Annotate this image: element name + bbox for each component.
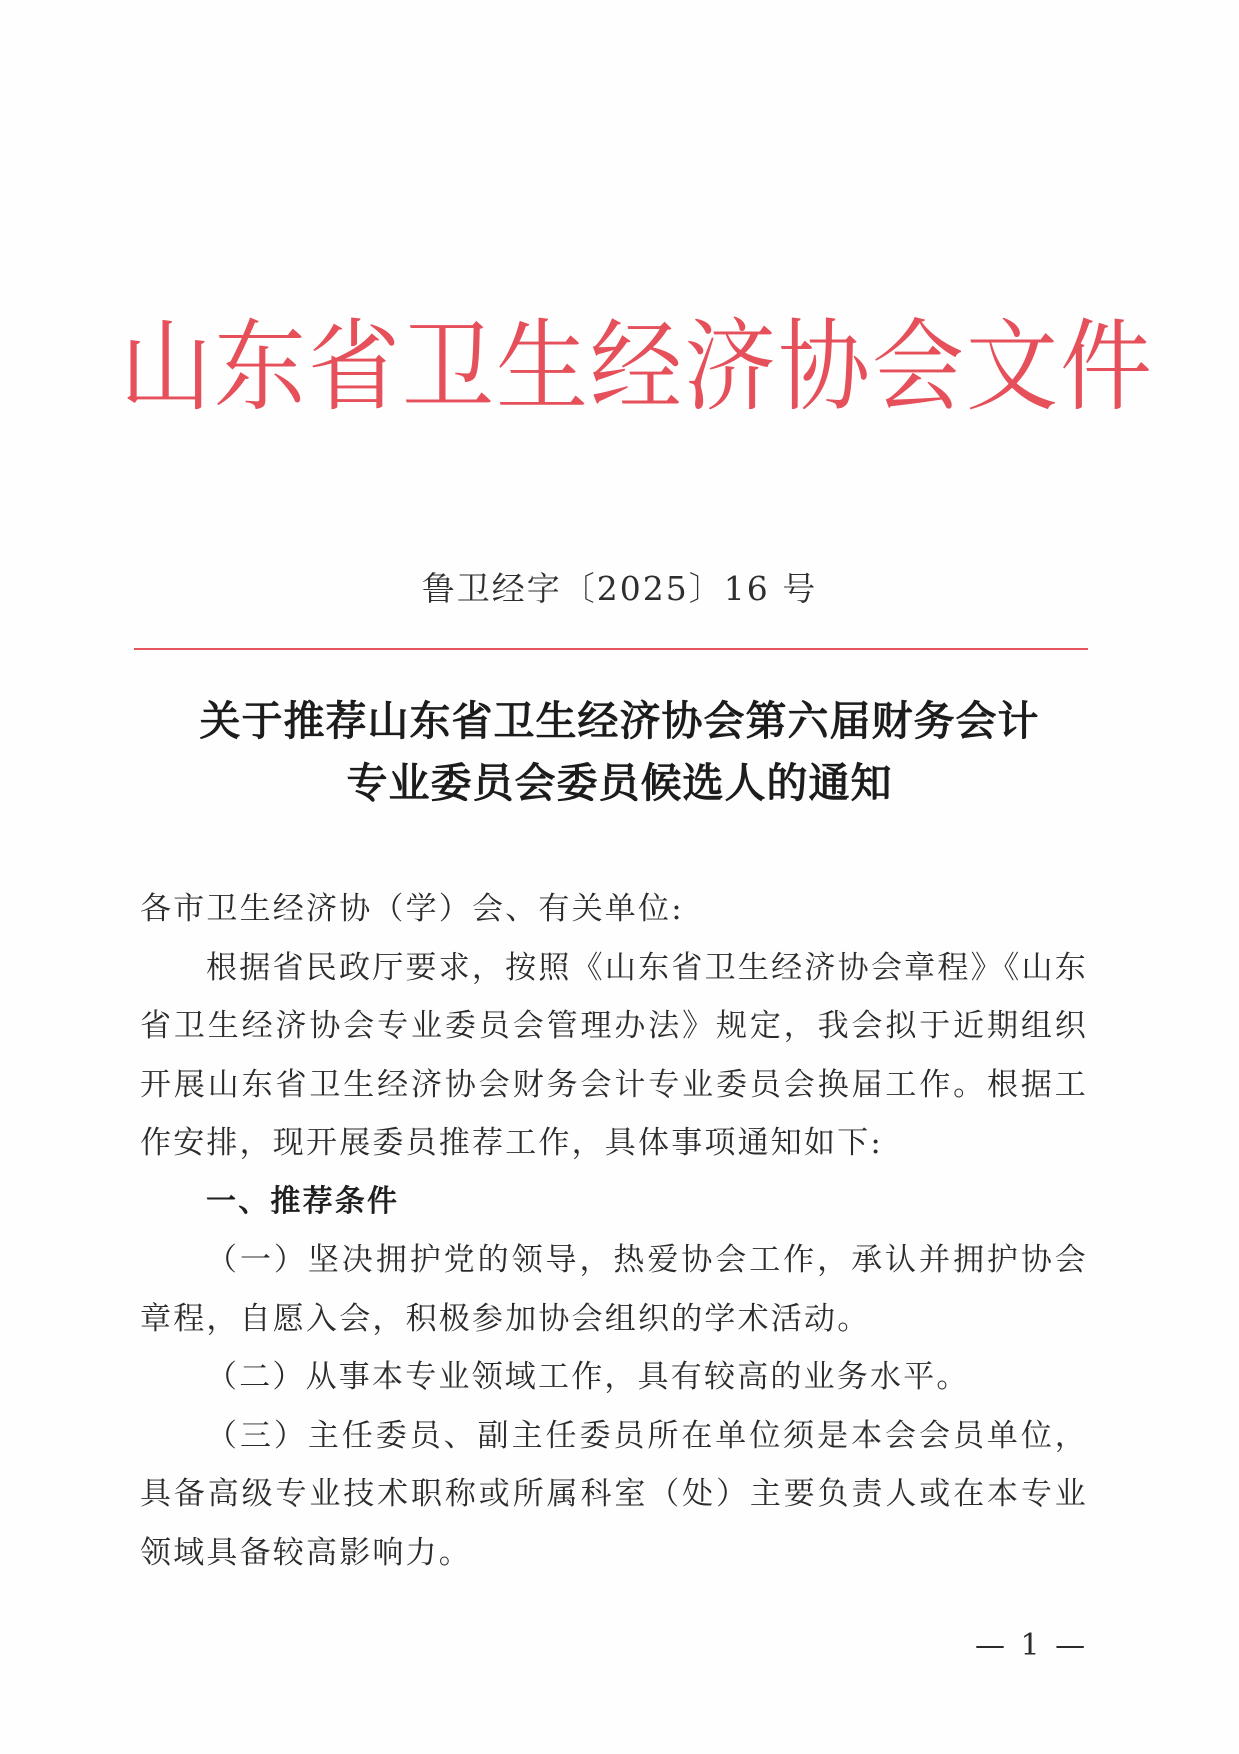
notice-title-line-2: 专业委员会委员候选人的通知 xyxy=(346,759,893,807)
red-divider-line xyxy=(134,648,1088,650)
criteria-item-3: （三）主任委员、副主任委员所在单位须是本会会员单位，具备高级专业技术职称或所属科室（处）主要负责人或在本专业领域具备较高影响力。 xyxy=(140,1417,1088,1571)
criteria-item-1: （一）坚决拥护党的领导，热爱协会工作，承认并拥护协会章程，自愿入会，积极参加协会组织的学术活动。 xyxy=(140,1242,1088,1337)
notice-body xyxy=(140,880,1088,1582)
document-number: 鲁卫经字〔2025〕16 号 xyxy=(421,569,818,608)
section-heading-recommendation-criteria: 一、推荐条件 xyxy=(206,1183,400,1219)
page-number: — 1 — xyxy=(975,1628,1089,1663)
intro-paragraph: 根据省民政厅要求，按照《山东省卫生经济协会章程》《山东省卫生经济协会专业委员会管理办法》规定，我会拟于近期组织开展山东省卫生经济协会财务会计专业委员会换届工作。根据工作安排，现开展委员推荐工作，具体事项通知如下: xyxy=(140,949,1088,1161)
criteria-item-2: （二）从事本专业领域工作，具有较高的业务水平。 xyxy=(206,1359,970,1395)
salutation: 各市卫生经济协（学）会、有关单位: xyxy=(140,891,684,927)
masthead-title: 山东省卫生经济协会文件 xyxy=(120,309,1155,425)
notice-title-line-1: 关于推荐山东省卫生经济协会第六届财务会计 xyxy=(199,697,1040,745)
notice-title xyxy=(0,690,1239,814)
